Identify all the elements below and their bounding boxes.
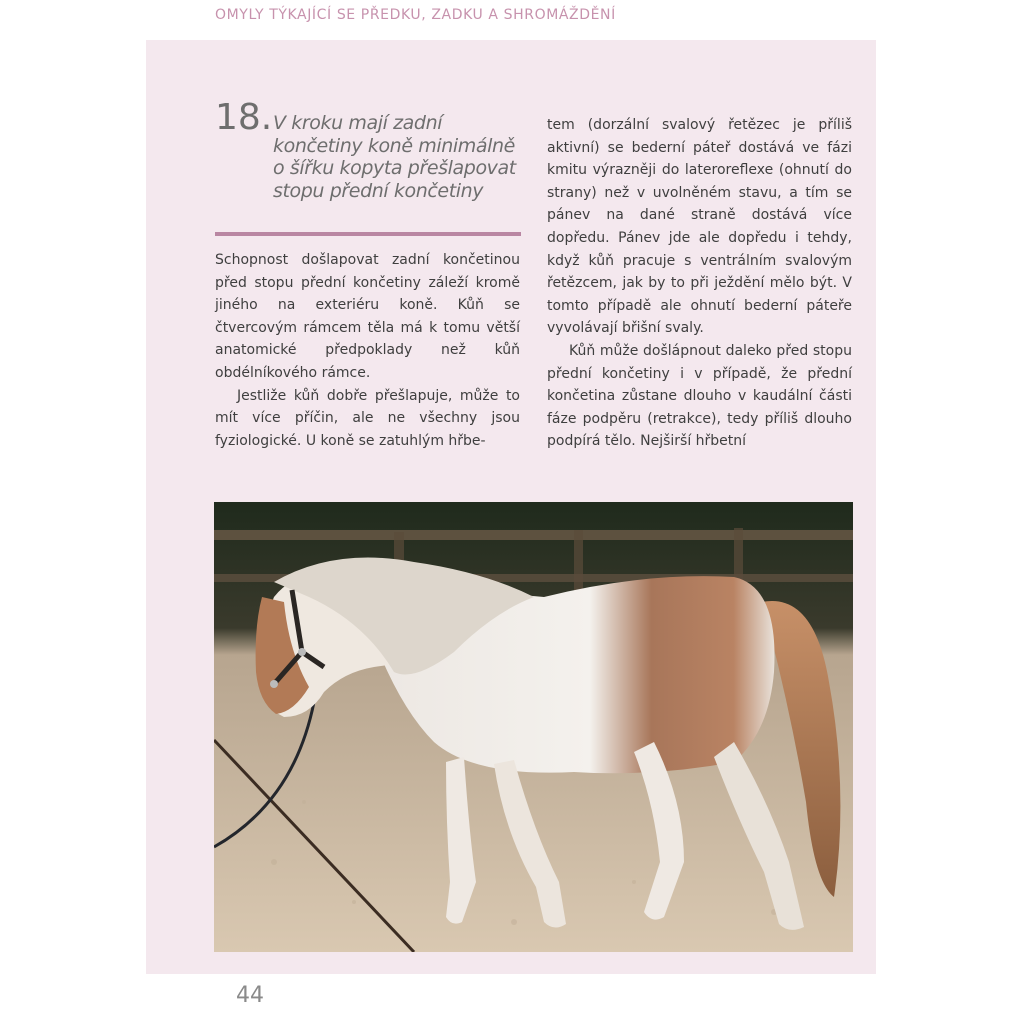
text-column-right bbox=[547, 114, 852, 453]
paragraph: Jestliže kůň dobře přešlapuje, může to mít více příčin, ale ne všechny jsou fyziologické. U koně se zatuhlým hřbe- bbox=[215, 387, 520, 449]
page-number: 44 bbox=[236, 983, 264, 1008]
pony-photo bbox=[214, 502, 853, 952]
chapter-title: V kroku mají zadní končetiny koně minimálně o šířku kopyta přešlapovat stopu přední končetiny bbox=[273, 112, 516, 202]
pony-photo-illustration bbox=[214, 502, 853, 952]
paragraph: tem (dorzální svalový řetězec je příliš aktivní) se bederní páteř dostává ve fázi kmitu výrazněji do lateroreflexe (ohnutí do strany) než v uvolněném stavu, a tím se pánev na dané straně dostává více dopředu. Pánev jde ale dopředu i tehdy, když kůň pracuje s ventrálním svalovým řetězcem, jak by to při ježdění mělo být. V tomto případě ale ohnutí bederní páteře vyvolávají břišní svaly. bbox=[547, 117, 852, 337]
text-column-left bbox=[215, 249, 520, 452]
running-head: OMYLY TÝKAJÍCÍ SE PŘEDKU, ZADKU A SHROMÁŽDĚNÍ bbox=[215, 7, 616, 23]
chapter-number: 18. bbox=[215, 97, 273, 138]
paragraph: Kůň může došlápnout daleko před stopu přední končetiny i v případě, že přední končetina zůstane dlouho v kaudální části fáze podpěru (retrakce), tedy příliš dlouho podpírá tělo. Nejširší hřbetní bbox=[547, 342, 852, 450]
paragraph: Schopnost došlapovat zadní končetinou před stopu přední končetiny záleží kromě jiného na exteriéru koně. Kůň se čtvercovým rámcem těla má k tomu větší anatomické předpoklady než kůň obdélníkového rámce. bbox=[215, 252, 520, 381]
heading-rule bbox=[215, 232, 521, 236]
